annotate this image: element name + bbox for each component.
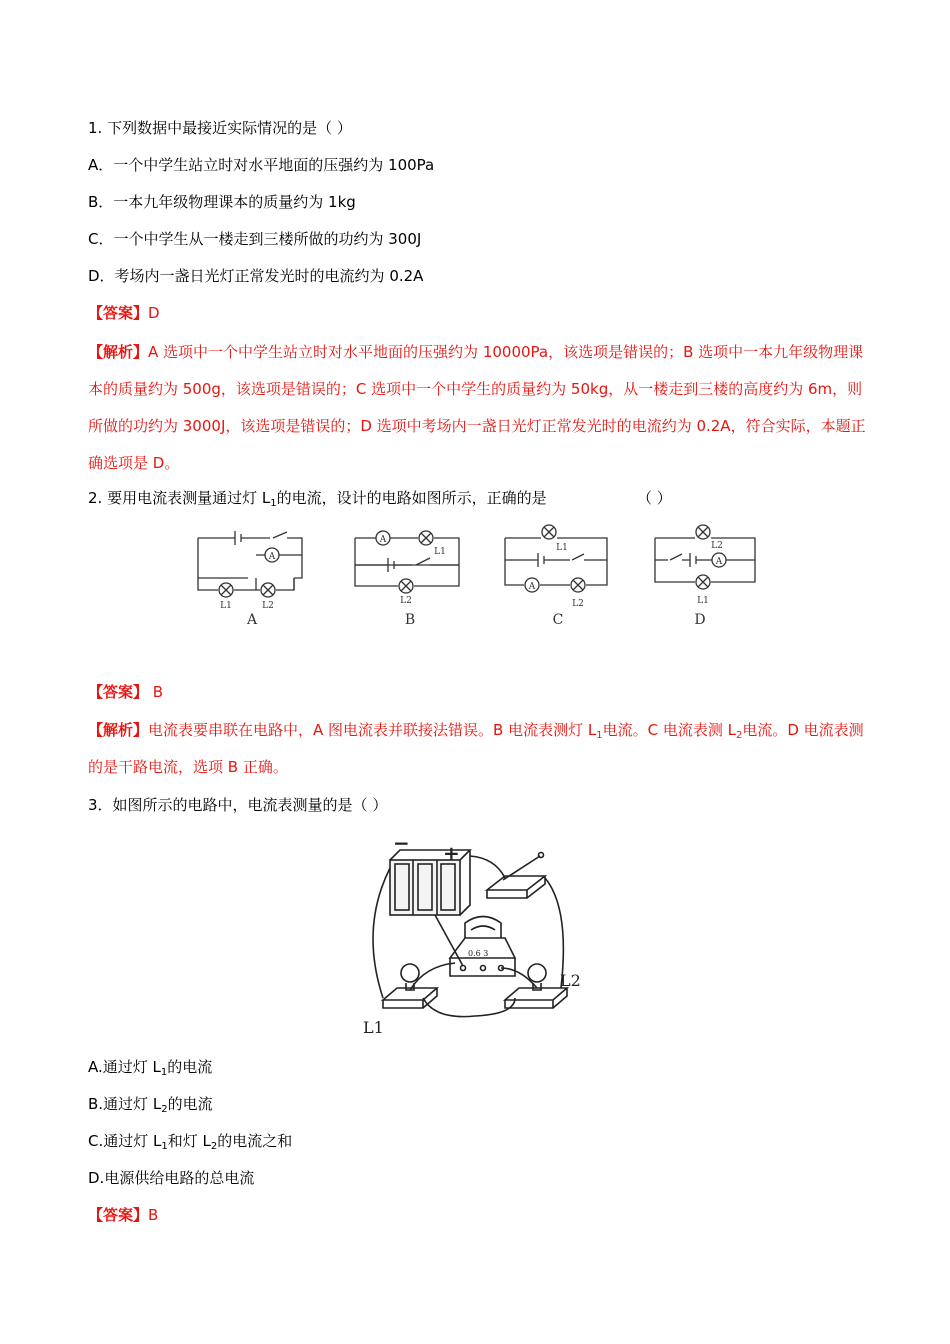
q2-answer: 【答案】 B <box>88 683 164 701</box>
svg-text:A: A <box>379 535 387 545</box>
svg-text:L1: L1 <box>697 596 709 606</box>
q3-stem: 3．如图所示的电路中，电流表测量的是（ ） <box>88 796 388 814</box>
ammeter-scale: 0.6 3 <box>468 949 489 958</box>
q2-circuit-figure <box>190 520 770 630</box>
q3-circuit-figure <box>355 838 595 1038</box>
svg-text:L1: L1 <box>434 547 446 557</box>
q1-option-b: B．一本九年级物理课本的质量约为 1kg <box>88 193 356 211</box>
q1-answer <box>88 303 160 323</box>
svg-text:L2: L2 <box>572 599 584 609</box>
q3-option-c: C.通过灯 $L_1$和灯 $L_2$的电流之和 <box>88 1132 293 1152</box>
analysis-text: A 选项中一个中学生站立时对水平地面的压强约为 10000Pa，该选项是错误的；B 选项中一本九年级物理课本的质量约为 500g，该选项是错误的；C 选项中一个中学生的质量约为 50kg，从一楼走到三楼的高度约为 6m，则所做的功约为 3000J，该选项是错误的；D 选项中考场内一盏日光灯正常发光时的电流约为 0.2A，符合实际，本题正确选项是 D。 <box>88 343 866 472</box>
circuit-c <box>505 525 607 592</box>
q3-option-b: B.通过灯 $L_2$的电流 <box>88 1095 213 1115</box>
analysis-tag: 【解析】 <box>88 343 149 361</box>
q2-stem: 2. 要用电流表测量通过灯 $L_1$的电流，设计的电路如图所示，正确的是 <box>88 489 547 509</box>
circuit-a <box>198 531 302 597</box>
q1-option-a: A．一个中学生站立时对水平地面的压强约为 100Pa <box>88 156 435 174</box>
q1-analysis <box>88 334 868 482</box>
svg-text:A: A <box>268 552 276 562</box>
svg-text:A: A <box>715 557 723 567</box>
q1-stem: 1. 下列数据中最接近实际情况的是（ ） <box>88 119 352 137</box>
circuit-label-a: A <box>246 612 258 628</box>
circuit-label-b: B <box>404 612 416 628</box>
lamp-l2-label: L2 <box>560 971 581 990</box>
svg-text:A: A <box>528 582 536 592</box>
q2-analysis: 【解析】电流表要串联在电路中，A 图电流表并联接法错误。B 电流表测灯 $L_1$电流。C 电流表测 $L_2$电流。D 电流表测的是干路电流，选项 B 正确。 <box>88 721 864 776</box>
q1-option-d: D．考场内一盏日光灯正常发光时的电流约为 0.2A <box>88 267 424 285</box>
q1-option-c: C．一个中学生从一楼走到三楼所做的功约为 300J <box>88 230 422 248</box>
answer-tag: 【答案】 <box>88 304 149 322</box>
circuit-label-c: C <box>552 612 564 628</box>
q3-option-d: D.电源供给电路的总电流 <box>88 1169 255 1187</box>
circuit-d <box>655 525 755 589</box>
svg-text:L2: L2 <box>262 601 274 611</box>
svg-text:L1: L1 <box>556 543 568 553</box>
svg-text:L2: L2 <box>400 596 412 606</box>
q3-option-a: A.通过灯 $L_1$的电流 <box>88 1058 213 1078</box>
lamp-l1-label: L1 <box>363 1018 384 1037</box>
battery-negative-label: − <box>393 838 410 855</box>
q3-answer: 【答案】B <box>88 1206 159 1224</box>
q2-answer-paren: （ ） <box>637 489 672 507</box>
answer-value: D <box>148 304 160 322</box>
svg-text:L1: L1 <box>220 601 232 611</box>
circuit-b <box>355 531 459 593</box>
circuit-label-d: D <box>694 612 706 628</box>
battery-positive-label: + <box>443 841 460 865</box>
svg-text:L2: L2 <box>711 541 723 551</box>
